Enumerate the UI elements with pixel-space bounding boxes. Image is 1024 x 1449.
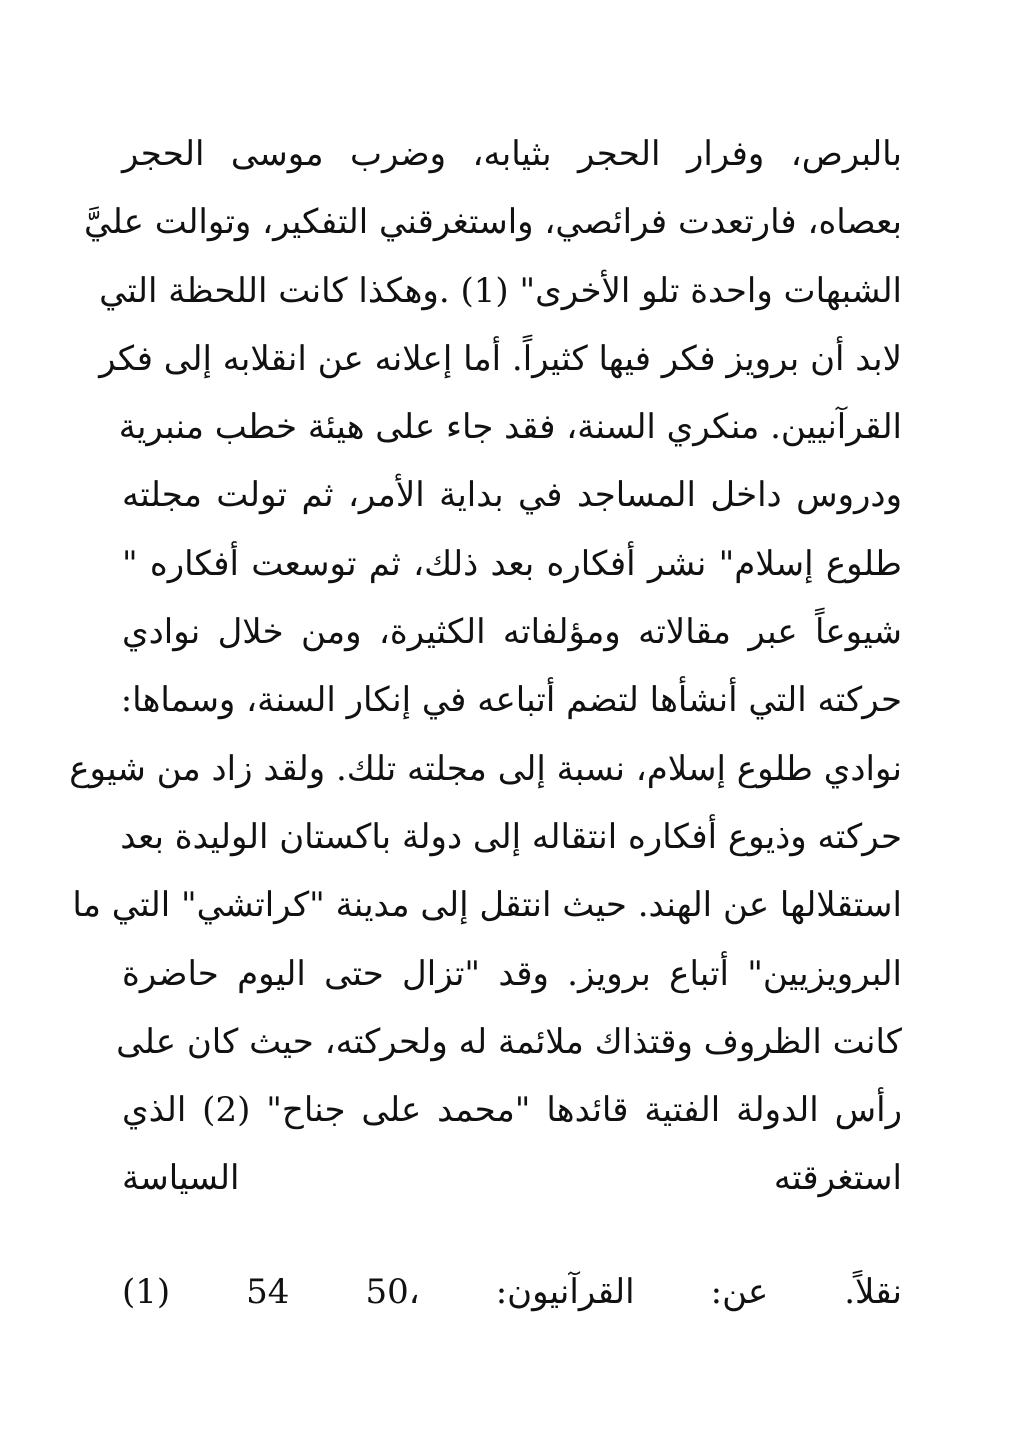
text-line-14: كانت الظروف وقتذاك ملائمة له ولحركته، حيث كان على (116, 1021, 902, 1062)
text-line-11: حركته وذيوع أفكاره انتقاله إلى دولة باكستان الوليدة بعد (120, 816, 902, 857)
footnote-part-1: نقلاً. (844, 1272, 902, 1312)
last-line-right-word: استغرقته (773, 1158, 902, 1199)
text-line-1: بالبرص، وفرار الحجر بثيابه، وضرب موسى الحجر (122, 134, 902, 174)
footnote-part-4: 50، (365, 1272, 420, 1312)
text-line-4: لابد أن برويز فكر فيها كثيراً. أما إعلانه عن انقلابه إلى فكر (99, 338, 902, 379)
footnote (122, 1262, 902, 1322)
footnote-part-3: القرآنيون: (495, 1272, 635, 1312)
text-line-12: استقلالها عن الهند. حيث انتقل إلى مدينة "كراتشي" التي ما (72, 885, 902, 926)
text-line-8: شيوعاً عبر مقالاته ومؤلفاته الكثيرة، ومن خلال نوادي (122, 612, 902, 653)
text-line-7: طلوع إسلام" نشر أفكاره بعد ذلك، ثم توسعت أفكاره " (122, 543, 902, 584)
last-line-left-word: السياسة (122, 1158, 240, 1199)
body-text (69, 120, 902, 1213)
footnote-part-5: 54 (246, 1272, 290, 1312)
text-line-6: ودروس داخل المساجد في بداية الأمر، ثم تولت مجلته (122, 475, 902, 516)
text-line-16 (122, 1144, 902, 1212)
text-line-13: البرويزيين" أتباع برويز. وقد "تزال حتى اليوم حاضرة (122, 953, 902, 994)
text-line-10: نوادي طلوع إسلام، نسبة إلى مجلته تلك. ولقد زاد من شيوع (69, 748, 902, 789)
text-line-2: بعصاه، فارتعدت فرائصي، واستغرقني التفكير، وتوالت عليَّ (84, 202, 902, 243)
text-line-5: القرآنيين. منكري السنة، فقد جاء على هيئة خطب منبرية (118, 407, 902, 448)
footnote-part-2: عن: (710, 1272, 769, 1312)
footnote-part-6: (1) (122, 1272, 171, 1312)
text-line-3: الشبهات واحدة تلو الأخرى" (1) .وهكذا كانت اللحظة التي (99, 270, 902, 311)
text-line-9: حركته التي أنشأها لتضم أتباعه في إنكار السنة، وسماها: (120, 680, 902, 721)
text-line-15: رأس الدولة الفتية قائدها "محمد على جناح" (2) الذي (122, 1090, 902, 1131)
